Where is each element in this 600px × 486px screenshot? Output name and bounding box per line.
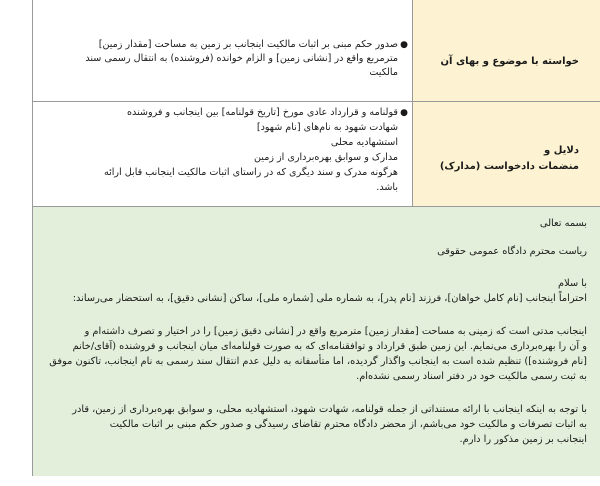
- petition-line: و آن را بهره‌برداری می‌نمایم. این زمین طبق قرارداد و توافقنامه‌ای که به صورت قولنامه‌ای میان اینجانب و فروشنده (آقای/خانم: [72, 341, 587, 352]
- petition-line: با توجه به اینکه اینجانب با ارائه مستنداتی از جمله قولنامه، شهادت شهود، استشهادیه محلی، و سوابق بهره‌برداری از زمین، قادر: [72, 404, 587, 415]
- petition-line: به ثبت رسمی مالکیت خود در دفتر اسناد رسمی نشده‌ام.: [356, 371, 587, 382]
- petition-form-table: [32, 0, 600, 476]
- evidence-line: هرگونه مدرک و سند دیگری که در راستای اثبات مالکیت اینجانب قابل ارائه: [103, 167, 398, 178]
- petition-invocation: بسمه تعالی: [539, 218, 587, 229]
- petition-line: اینجانب بر زمین مذکور را دارم.: [459, 434, 587, 445]
- petition-line: به اثبات تصرفات و مالکیت خود می‌باشم، از محضر دادگاه محترم تقاضای رسیدگی و صدور حکم مبنی بر اثبات مالکیت: [109, 419, 587, 430]
- request-label-cell: [413, 0, 600, 101]
- petition-body: [33, 207, 600, 476]
- evidence-line: ● قولنامه و قرارداد عادی مورخ [تاریخ قولنامه] بین اینجانب و فروشنده: [127, 106, 398, 120]
- request-content-cell: [33, 0, 413, 101]
- request-line: مالکیت: [369, 67, 398, 78]
- request-row: [33, 0, 600, 102]
- evidence-row: [33, 102, 600, 207]
- evidence-content-cell: [33, 102, 413, 206]
- petition-line: احتراماً اینجانب [نام کامل خواهان]، فرزند [نام پدر]، به شماره ملی [شماره ملی]، ساکن [نشانی دقیق]، به استحضار می‌رساند:: [72, 293, 587, 304]
- evidence-label-cell: [413, 102, 600, 206]
- evidence-line: مدارک و سوابق بهره‌برداری از زمین: [254, 152, 398, 163]
- evidence-line: شهادت شهود به نام‌های [نام شهود]: [256, 122, 398, 133]
- evidence-label-line1: دلایل و: [544, 145, 579, 156]
- petition-line: [نام فروشنده]) تنظیم شده است به اینجانب واگذار گردیده، اما متأسفانه به دلیل عدم انتقال سند رسمی به نام اینجانب، تاکنون موفق: [49, 356, 587, 367]
- bullet-icon: ●: [400, 40, 408, 50]
- request-line: ● صدور حکم مبنی بر اثبات مالکیت اینجانب بر زمین به مساحت [مقدار زمین]: [99, 38, 398, 52]
- petition-line: اینجانب مدتی است که زمینی به مساحت [مقدار زمین] مترمربع واقع در [نشانی دقیق زمین] را در اختیار و تصرف داشته‌ام و: [84, 326, 587, 337]
- bullet-icon: ●: [400, 108, 408, 118]
- evidence-label-line2: منضمات دادخواست (مدارک): [439, 161, 579, 172]
- evidence-line: استشهادیه محلی: [330, 137, 398, 148]
- evidence-line: باشد.: [376, 182, 398, 193]
- request-label: خواسته با موضوع و بهای آن: [440, 56, 579, 67]
- petition-greeting: با سلام: [558, 278, 587, 289]
- request-line: مترمربع واقع در [نشانی زمین] و الزام خوانده (فروشنده) به انتقال رسمی سند: [85, 53, 398, 64]
- petition-addressee: ریاست محترم دادگاه عمومی حقوقی: [437, 246, 587, 257]
